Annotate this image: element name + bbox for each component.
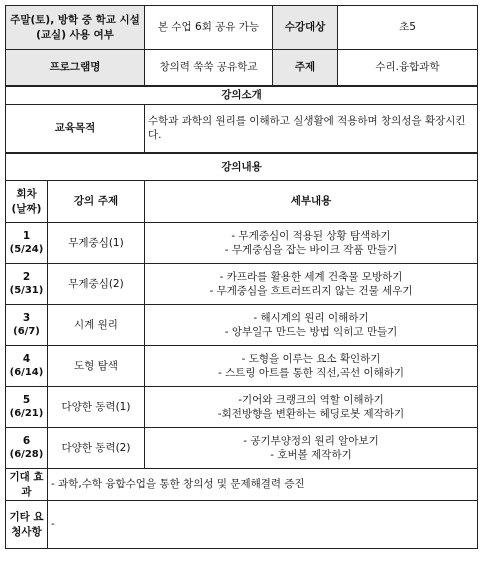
col-topic: 강의 주제: [48, 181, 145, 223]
header-row-facility: [6, 6, 478, 50]
topic-label: 주제: [273, 50, 338, 86]
session-topic: 시계 원리: [48, 305, 145, 346]
session-topic: 무게중심(1): [48, 223, 145, 264]
effect-text: - 과학,수학 융합수업을 통한 창의성 및 문제해결력 증진: [48, 469, 478, 501]
session-number: 6 (6/28): [6, 428, 48, 469]
program-plan-table: [5, 5, 478, 549]
goal-row: [6, 105, 478, 153]
content-section-row: [6, 153, 478, 181]
target-label: 수강대상: [273, 6, 338, 50]
content-column-header: [6, 181, 478, 223]
session-number: 5 (6/21): [6, 387, 48, 428]
session-number: 3 (6/7): [6, 305, 48, 346]
session-topic: 다양한 동력(1): [48, 387, 145, 428]
session-details: -기어와 크랭크의 역할 이해하기 -회전방향을 변환하는 헤딩로봇 제작하기: [145, 387, 478, 428]
session-topic: 무게중심(2): [48, 264, 145, 305]
facility-value: 본 수업 6회 공유 가능: [145, 6, 273, 50]
session-row: [6, 223, 478, 264]
col-details: 세부내용: [145, 181, 478, 223]
goal-label: 교육목적: [6, 105, 145, 153]
topic-value: 수리.융합과학: [338, 50, 478, 86]
session-row: [6, 428, 478, 469]
session-row: [6, 346, 478, 387]
session-row: [6, 387, 478, 428]
session-details: - 무게중심이 적용된 상황 탐색하기 - 무게중심을 잡는 바이크 작품 만들기: [145, 223, 478, 264]
other-label: 기타 요청사항: [6, 501, 48, 549]
session-number: 2 (5/31): [6, 264, 48, 305]
session-row: [6, 305, 478, 346]
target-value: 초5: [338, 6, 478, 50]
program-value: 창의력 쑥쑥 공유학교: [145, 50, 273, 86]
goal-text: 수학과 과학의 원리를 이해하고 실생활에 적용하며 창의성을 확장시킨다.: [145, 105, 478, 153]
header-row-program: [6, 50, 478, 86]
session-details: - 카프라를 활용한 세계 건축물 모방하기 - 무게중심을 흐트러뜨리지 않는 건물 세우기: [145, 264, 478, 305]
session-topic: 다양한 동력(2): [48, 428, 145, 469]
session-row: [6, 264, 478, 305]
session-details: - 공기부양정의 원리 알아보기 - 호버볼 제작하기: [145, 428, 478, 469]
facility-label: 주말(토), 방학 중 학교 시설(교실) 사용 여부: [6, 6, 145, 50]
session-details: - 도형을 이루는 요소 확인하기 - 스트링 아트를 통한 직선,곡선 이해하기: [145, 346, 478, 387]
effect-row: [6, 469, 478, 501]
session-details: - 해시계의 원리 이해하기 - 앙부일구 만드는 방법 익히고 만들기: [145, 305, 478, 346]
session-number: 1 (5/24): [6, 223, 48, 264]
intro-section-row: [6, 86, 478, 105]
session-topic: 도형 탐색: [48, 346, 145, 387]
other-text: -: [48, 501, 478, 549]
col-session: 회차 (날짜): [6, 181, 48, 223]
program-label: 프로그램명: [6, 50, 145, 86]
session-number: 4 (6/14): [6, 346, 48, 387]
content-section-title: 강의내용: [6, 153, 478, 181]
other-row: [6, 501, 478, 549]
effect-label: 기대 효과: [6, 469, 48, 501]
intro-section-title: 강의소개: [6, 86, 478, 105]
